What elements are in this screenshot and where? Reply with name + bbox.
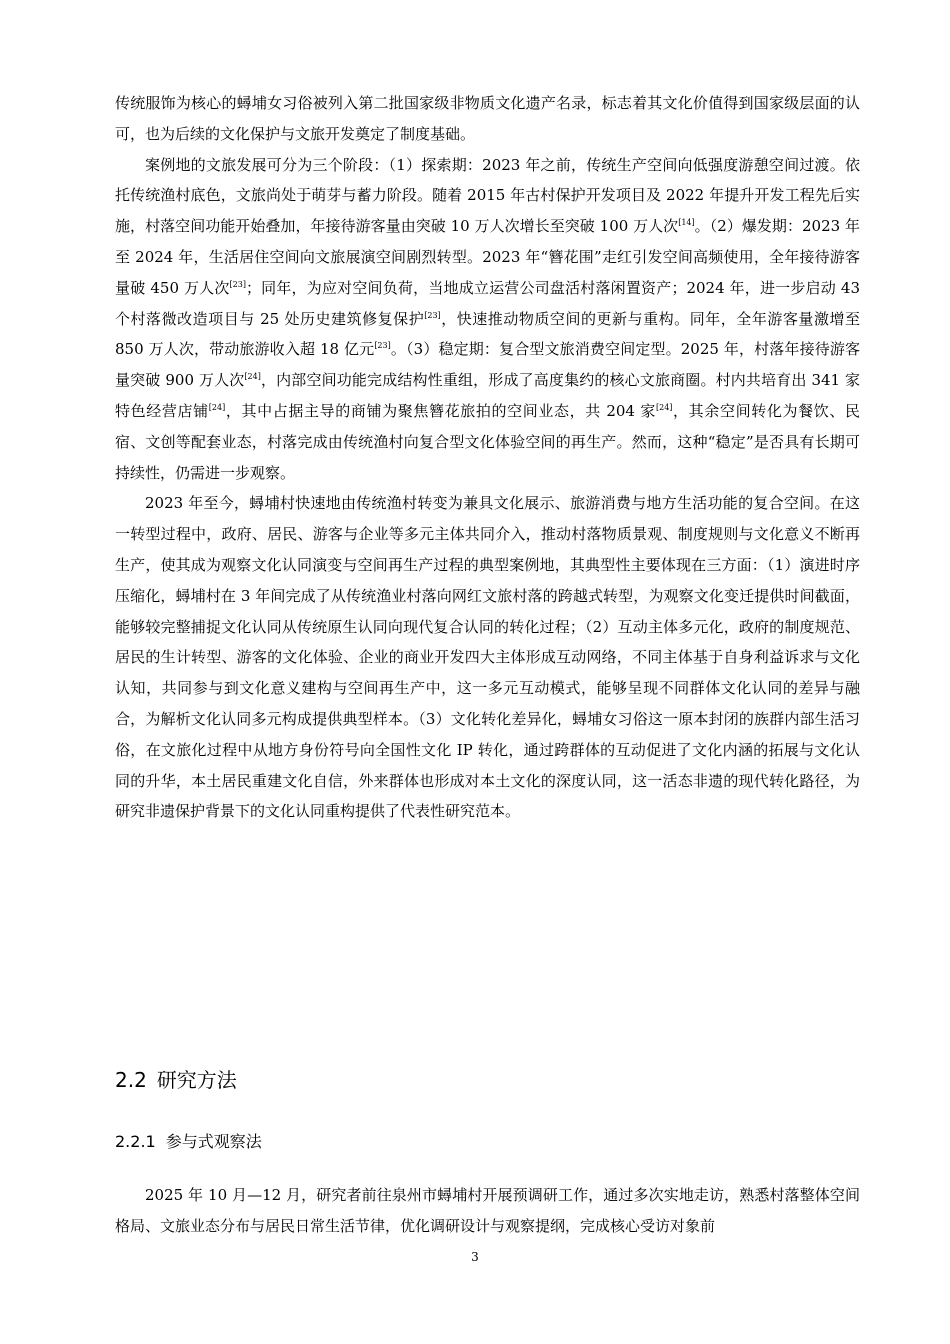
text-run: 。（2）爆发期：2023 年至 2024 年，生活居住空间向文旅展演空间剧烈转型。2023 年“簪花围”走红引发空间高频使用，全年接待游客量破 450 万人次 [115,217,860,297]
citation-ref: [24] [208,402,226,412]
body-text [115,88,860,827]
subsection-title: 参与式观察法 [165,1132,262,1151]
citation-ref: [24] [244,372,261,382]
citation-ref: [23] [229,279,246,289]
text-run: ，内部空间功能完成结构性重组，形成了高度集约的核心文旅商圈。村内共培育出 341 家特色经营店铺 [115,371,861,420]
section-title: 研究方法 [156,1068,237,1092]
paragraph: 2025 年 10 月—12 月，研究者前往泉州市蟳埔村开展预调研工作，通过多次实地走访，熟悉村落整体空间格局、文旅业态分布与居民日常生活节律，优化调研设计与观察提纲，完成核心受访对象前 [115,1186,860,1235]
body-text-bottom [115,1180,860,1242]
paragraph [115,488,860,827]
citation-ref: [23] [424,310,441,320]
section-heading [115,1062,237,1098]
subsection-heading [115,1127,262,1157]
text-run: 传统服饰为核心的蟳埔女习俗被列入第二批国家级非物质文化遗产名录，标志着其文化价值得到国家级层面的认可，也为后续的文化保护与文旅开发奠定了制度基础。 [115,94,860,143]
text-run: ，其中占据主导的商铺为聚焦簪花旅拍的空间业态，共 204 家 [225,401,656,420]
text-run: 。（3）稳定期：复合型文旅消费空间定型。2025 年，村落年接待游客量突破 900 万人次 [115,340,860,390]
section-number: 2.2 [115,1068,147,1092]
paragraph [115,88,860,150]
text-run: ；同年，为应对空间负荷，当地成立运营公司盘活村落闲置资产；2024 年，进一步启动 43 个村落微改造项目与 25 处历史建筑修复保护 [115,278,860,328]
text-run: 案例地的文旅发展可分为三个阶段：（1）探索期：2023 年之前，传统生产空间向低强度游憩空间过渡。依托传统渔村底色，文旅尚处于萌芽与蓄力阶段。随着 2015 年古村保护开发项目及 2022 年提升开发工程先后实施，村落空间功能开始叠加，年接待游客量由突破 10 万人次增长至突破 100 万人次 [115,155,860,236]
page-number: 3 [471,1250,479,1264]
citation-ref: [23] [374,341,391,351]
subsection-number: 2.2.1 [115,1132,156,1151]
paragraph [115,150,860,489]
citation-ref: [24] [656,402,673,412]
text-run: ，快速推动物质空间的更新与重构。同年，全年游客量激增至 850 万人次，带动旅游收入超 18 亿元 [115,309,861,359]
text-run: ，其余空间转化为餐饮、民宿、文创等配套业态，村落完成由传统渔村向复合型文化体验空间的再生产。然而，这种“稳定”是否具有长期可持续性，仍需进一步观察。 [115,401,860,482]
citation-ref: [14] [678,218,695,228]
text-run: 2023 年至今，蟳埔村快速地由传统渔村转变为兼具文化展示、旅游消费与地方生活功能的复合空间。在这一转型过程中，政府、居民、游客与企业等多元主体共同介入，推动村落物质景观、制度规则与文化意义不断再生产，使其成为观察文化认同演变与空间再生产过程的典型案例地，其典型性主要体现在三方面：（1）演进时序压缩化，蟳埔村在 3 年间完成了从传统渔业村落向网红文旅村落的跨越式转型，为观察文化变迁提供时间截面，能够较完整捕捉文化认同从传统原生认同向现代复合认同的转化过程；（2）互动主体多元化，政府的制度规范、居民的生计转型、游客的文化体验、企业的商业开发四大主体形成互动网络，不同主体基于自身利益诉求与文化认知，共同参与到文化意义建构与空间再生产中，这一多元互动模式，能够呈现不同群体文化认同的差异与融合，为解析文化认同多元构成提供典型样本。（3）文化转化差异化，蟳埔女习俗这一原本封闭的族群内部生活习俗，在文旅化过程中从地方身份符号向全国性文化 IP 转化，通过跨群体的互动促进了文化内涵的拓展与文化认同的升华，本土居民重建文化自信，外来群体也形成对本土文化的深度认同，这一活态非遗的现代转化路径，为研究非遗保护背景下的文化认同重构提供了代表性研究范本。 [115,494,860,821]
